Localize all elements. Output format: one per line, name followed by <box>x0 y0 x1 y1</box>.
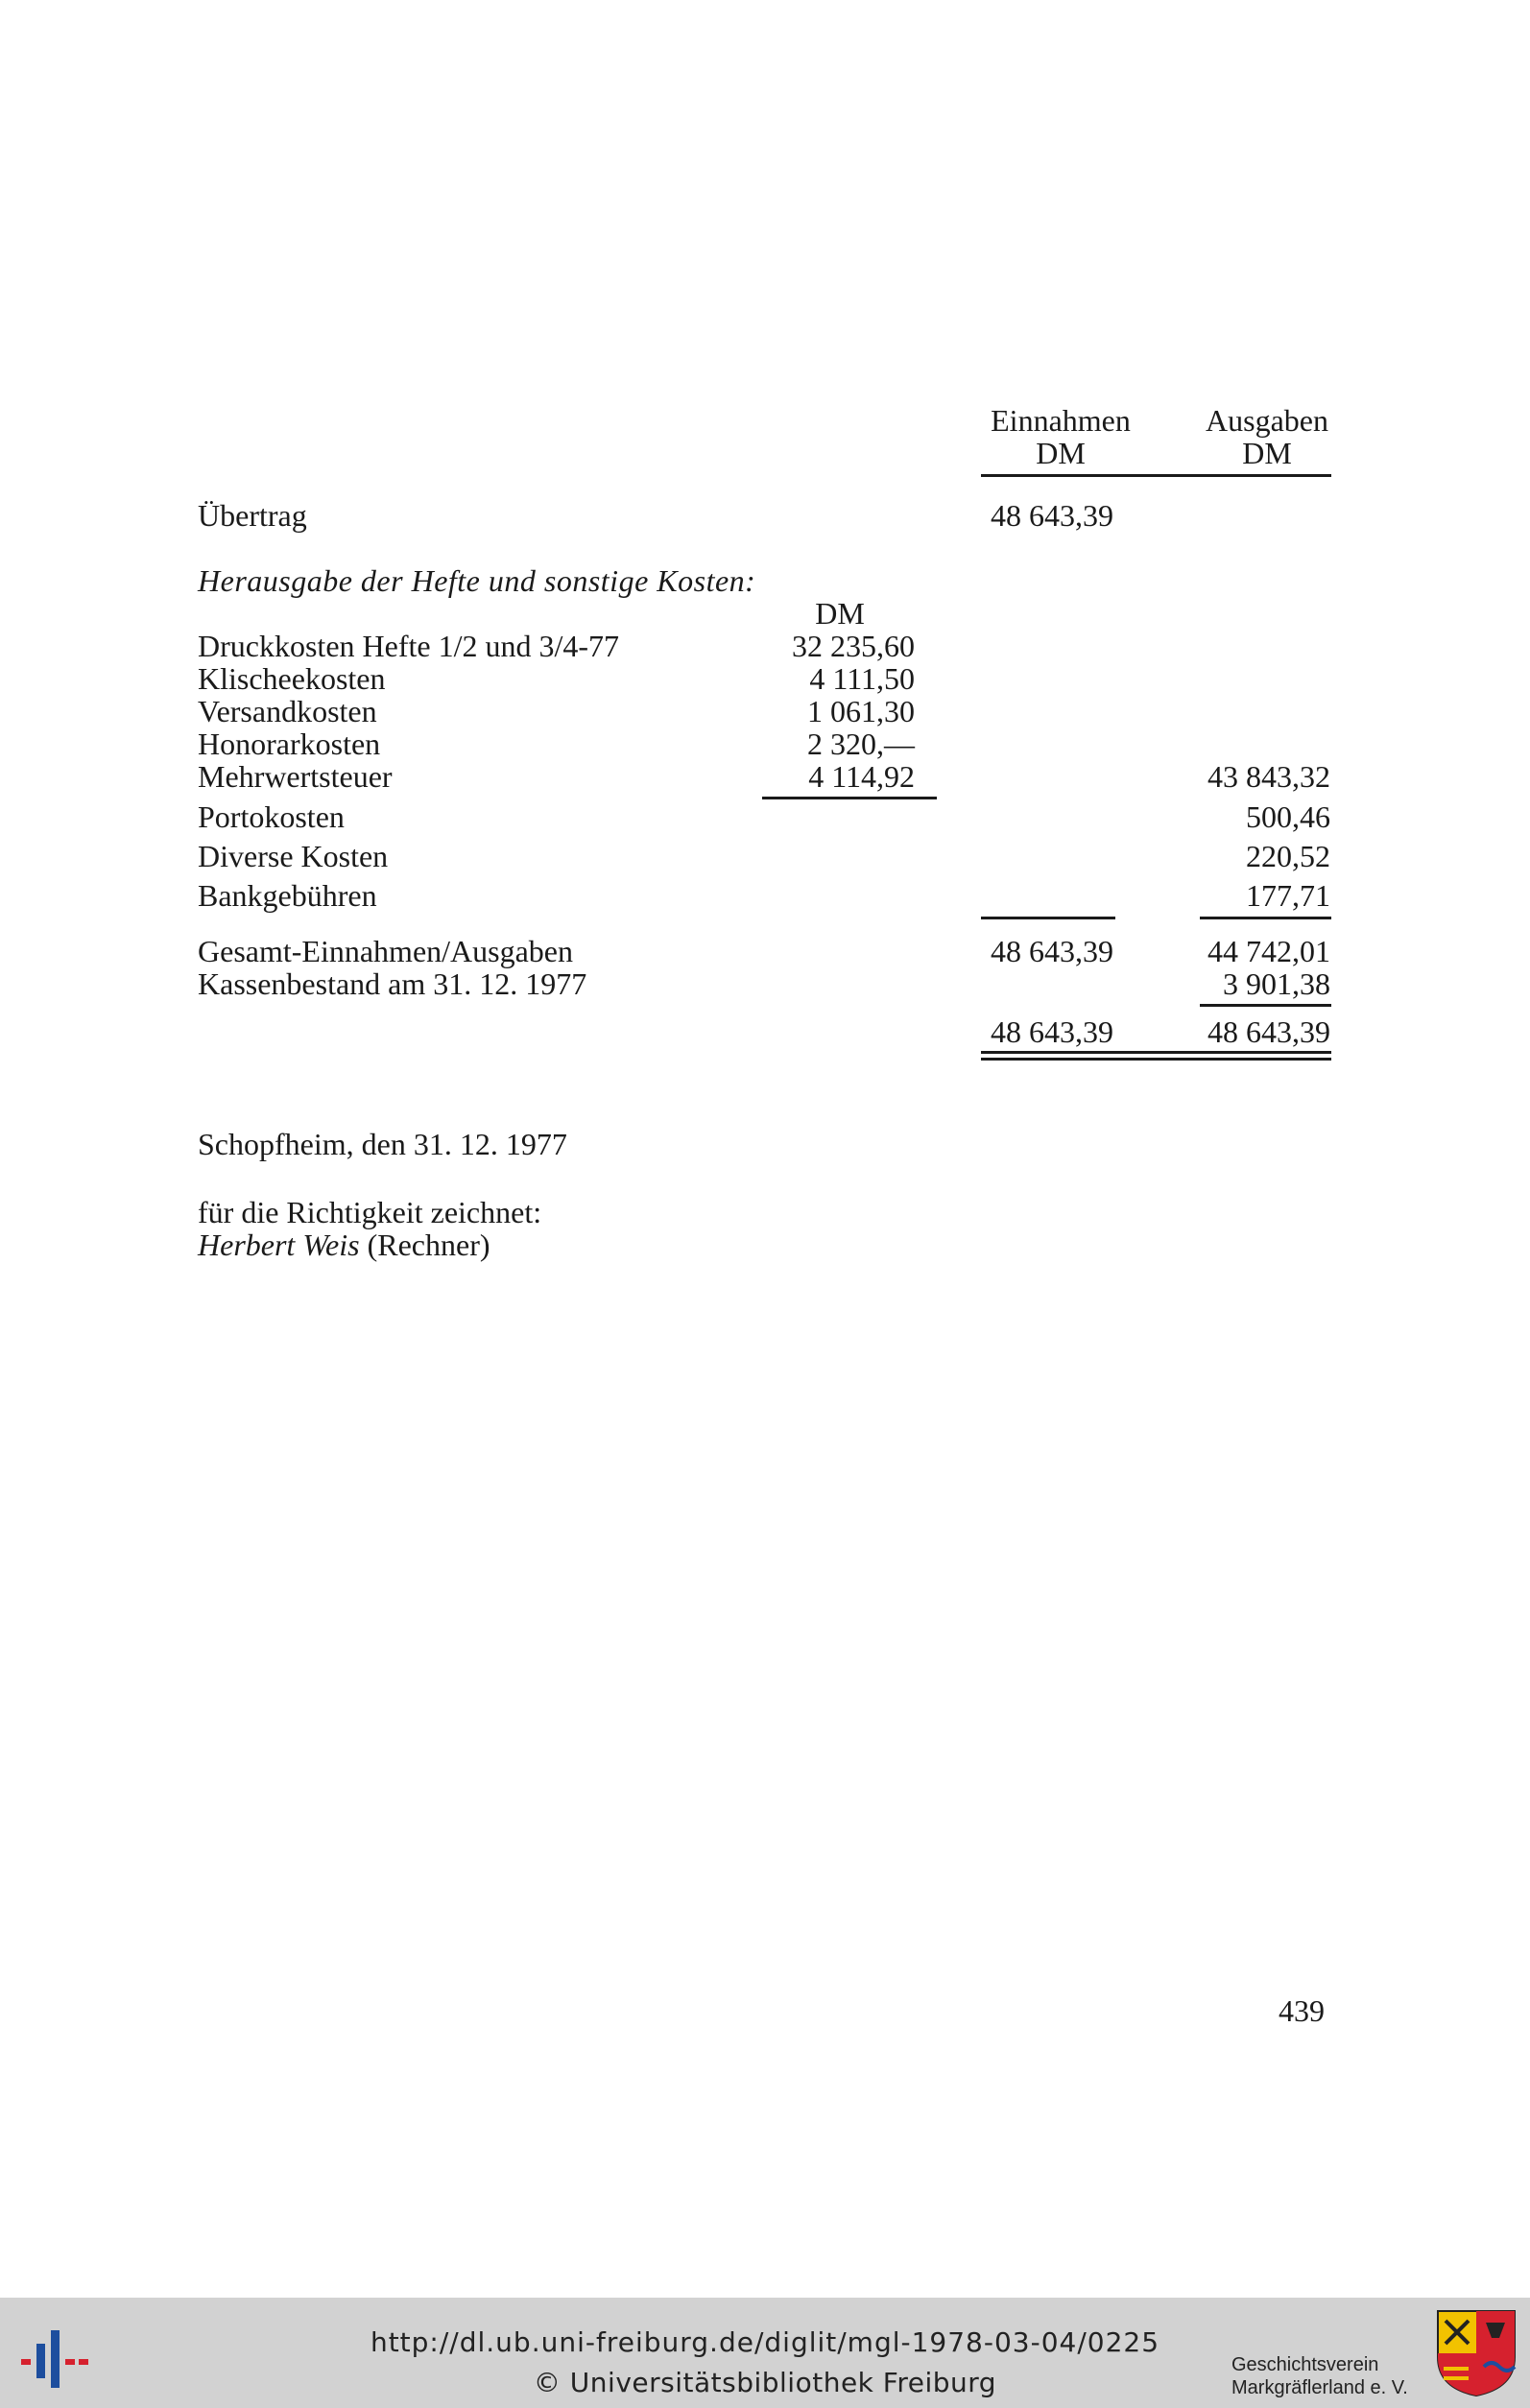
list-item: Klischeekosten <box>198 661 386 696</box>
col-header-income: Einnahmen <box>991 403 1131 438</box>
totals-expense: 44 742,01 <box>1207 934 1330 968</box>
item-expense: 177,71 <box>1246 878 1330 913</box>
certification-line: für die Richtigkeit zeichnet: <box>198 1195 542 1229</box>
cash-balance-label: Kassenbestand am 31. 12. 1977 <box>198 966 587 1001</box>
sub-item-value: 1 061,30 <box>807 694 915 728</box>
list-item: Versandkosten <box>198 694 377 728</box>
carry-over-label: Übertrag <box>198 498 307 533</box>
list-item: Diverse Kosten <box>198 839 389 873</box>
footer-copyright: © Universitätsbibliothek Freiburg <box>533 2367 997 2398</box>
list-item: Druckkosten Hefte 1/2 und 3/4-77 <box>198 629 620 663</box>
balance-expense: 48 643,39 <box>1207 1014 1330 1049</box>
totals-income: 48 643,39 <box>991 934 1113 968</box>
sub-item-value: 32 235,60 <box>792 629 915 663</box>
place-date: Schopfheim, den 31. 12. 1977 <box>198 1127 567 1161</box>
coat-of-arms-icon <box>1436 2309 1517 2397</box>
carry-over-income: 48 643,39 <box>991 498 1113 533</box>
balance-double-rule-bottom <box>981 1058 1331 1061</box>
items-expense-underline <box>1200 917 1331 919</box>
sub-unit-label: DM <box>815 596 865 631</box>
col-header-expense: Ausgaben <box>1206 403 1328 438</box>
items-income-underline <box>981 917 1115 919</box>
list-item: Bankgebühren <box>198 878 377 913</box>
footer-bar <box>0 2298 1530 2408</box>
footer-url[interactable]: http://dl.ub.uni-freiburg.de/diglit/mgl-1978-03-04/0225 <box>370 2326 1160 2358</box>
signer-name: Herbert Weis <box>198 1228 360 1262</box>
signer-role: (Rechner) <box>367 1228 490 1262</box>
section-title: Herausgabe der Hefte und sonstige Kosten: <box>198 563 756 598</box>
header-underline <box>981 474 1331 477</box>
list-item: Portokosten <box>198 799 345 834</box>
sub-item-value: 2 320,— <box>807 727 915 761</box>
item-expense: 220,52 <box>1246 839 1330 873</box>
col-header-income-unit: DM <box>1036 436 1086 470</box>
sub-items-underline <box>762 797 937 799</box>
sub-item-value: 4 111,50 <box>809 661 915 696</box>
cash-balance-expense: 3 901,38 <box>1223 966 1330 1001</box>
totals-label: Gesamt-Einnahmen/Ausgaben <box>198 934 573 968</box>
balance-double-rule-top <box>981 1051 1331 1054</box>
col-header-expense-unit: DM <box>1242 436 1292 470</box>
association-name-line2: Markgräflerland e. V. <box>1231 2377 1408 2398</box>
list-item: Mehrwertsteuer <box>198 759 393 794</box>
sub-total-expense: 43 843,32 <box>1207 759 1330 794</box>
cash-underline <box>1200 1004 1331 1007</box>
association-name-line1: Geschichtsverein <box>1231 2354 1379 2375</box>
balance-income: 48 643,39 <box>991 1014 1113 1049</box>
list-item: Honorarkosten <box>198 727 381 761</box>
item-expense: 500,46 <box>1246 799 1330 834</box>
sub-item-value: 4 114,92 <box>808 759 915 794</box>
signer-line <box>198 1228 490 1262</box>
page-number: 439 <box>1279 1993 1325 2028</box>
